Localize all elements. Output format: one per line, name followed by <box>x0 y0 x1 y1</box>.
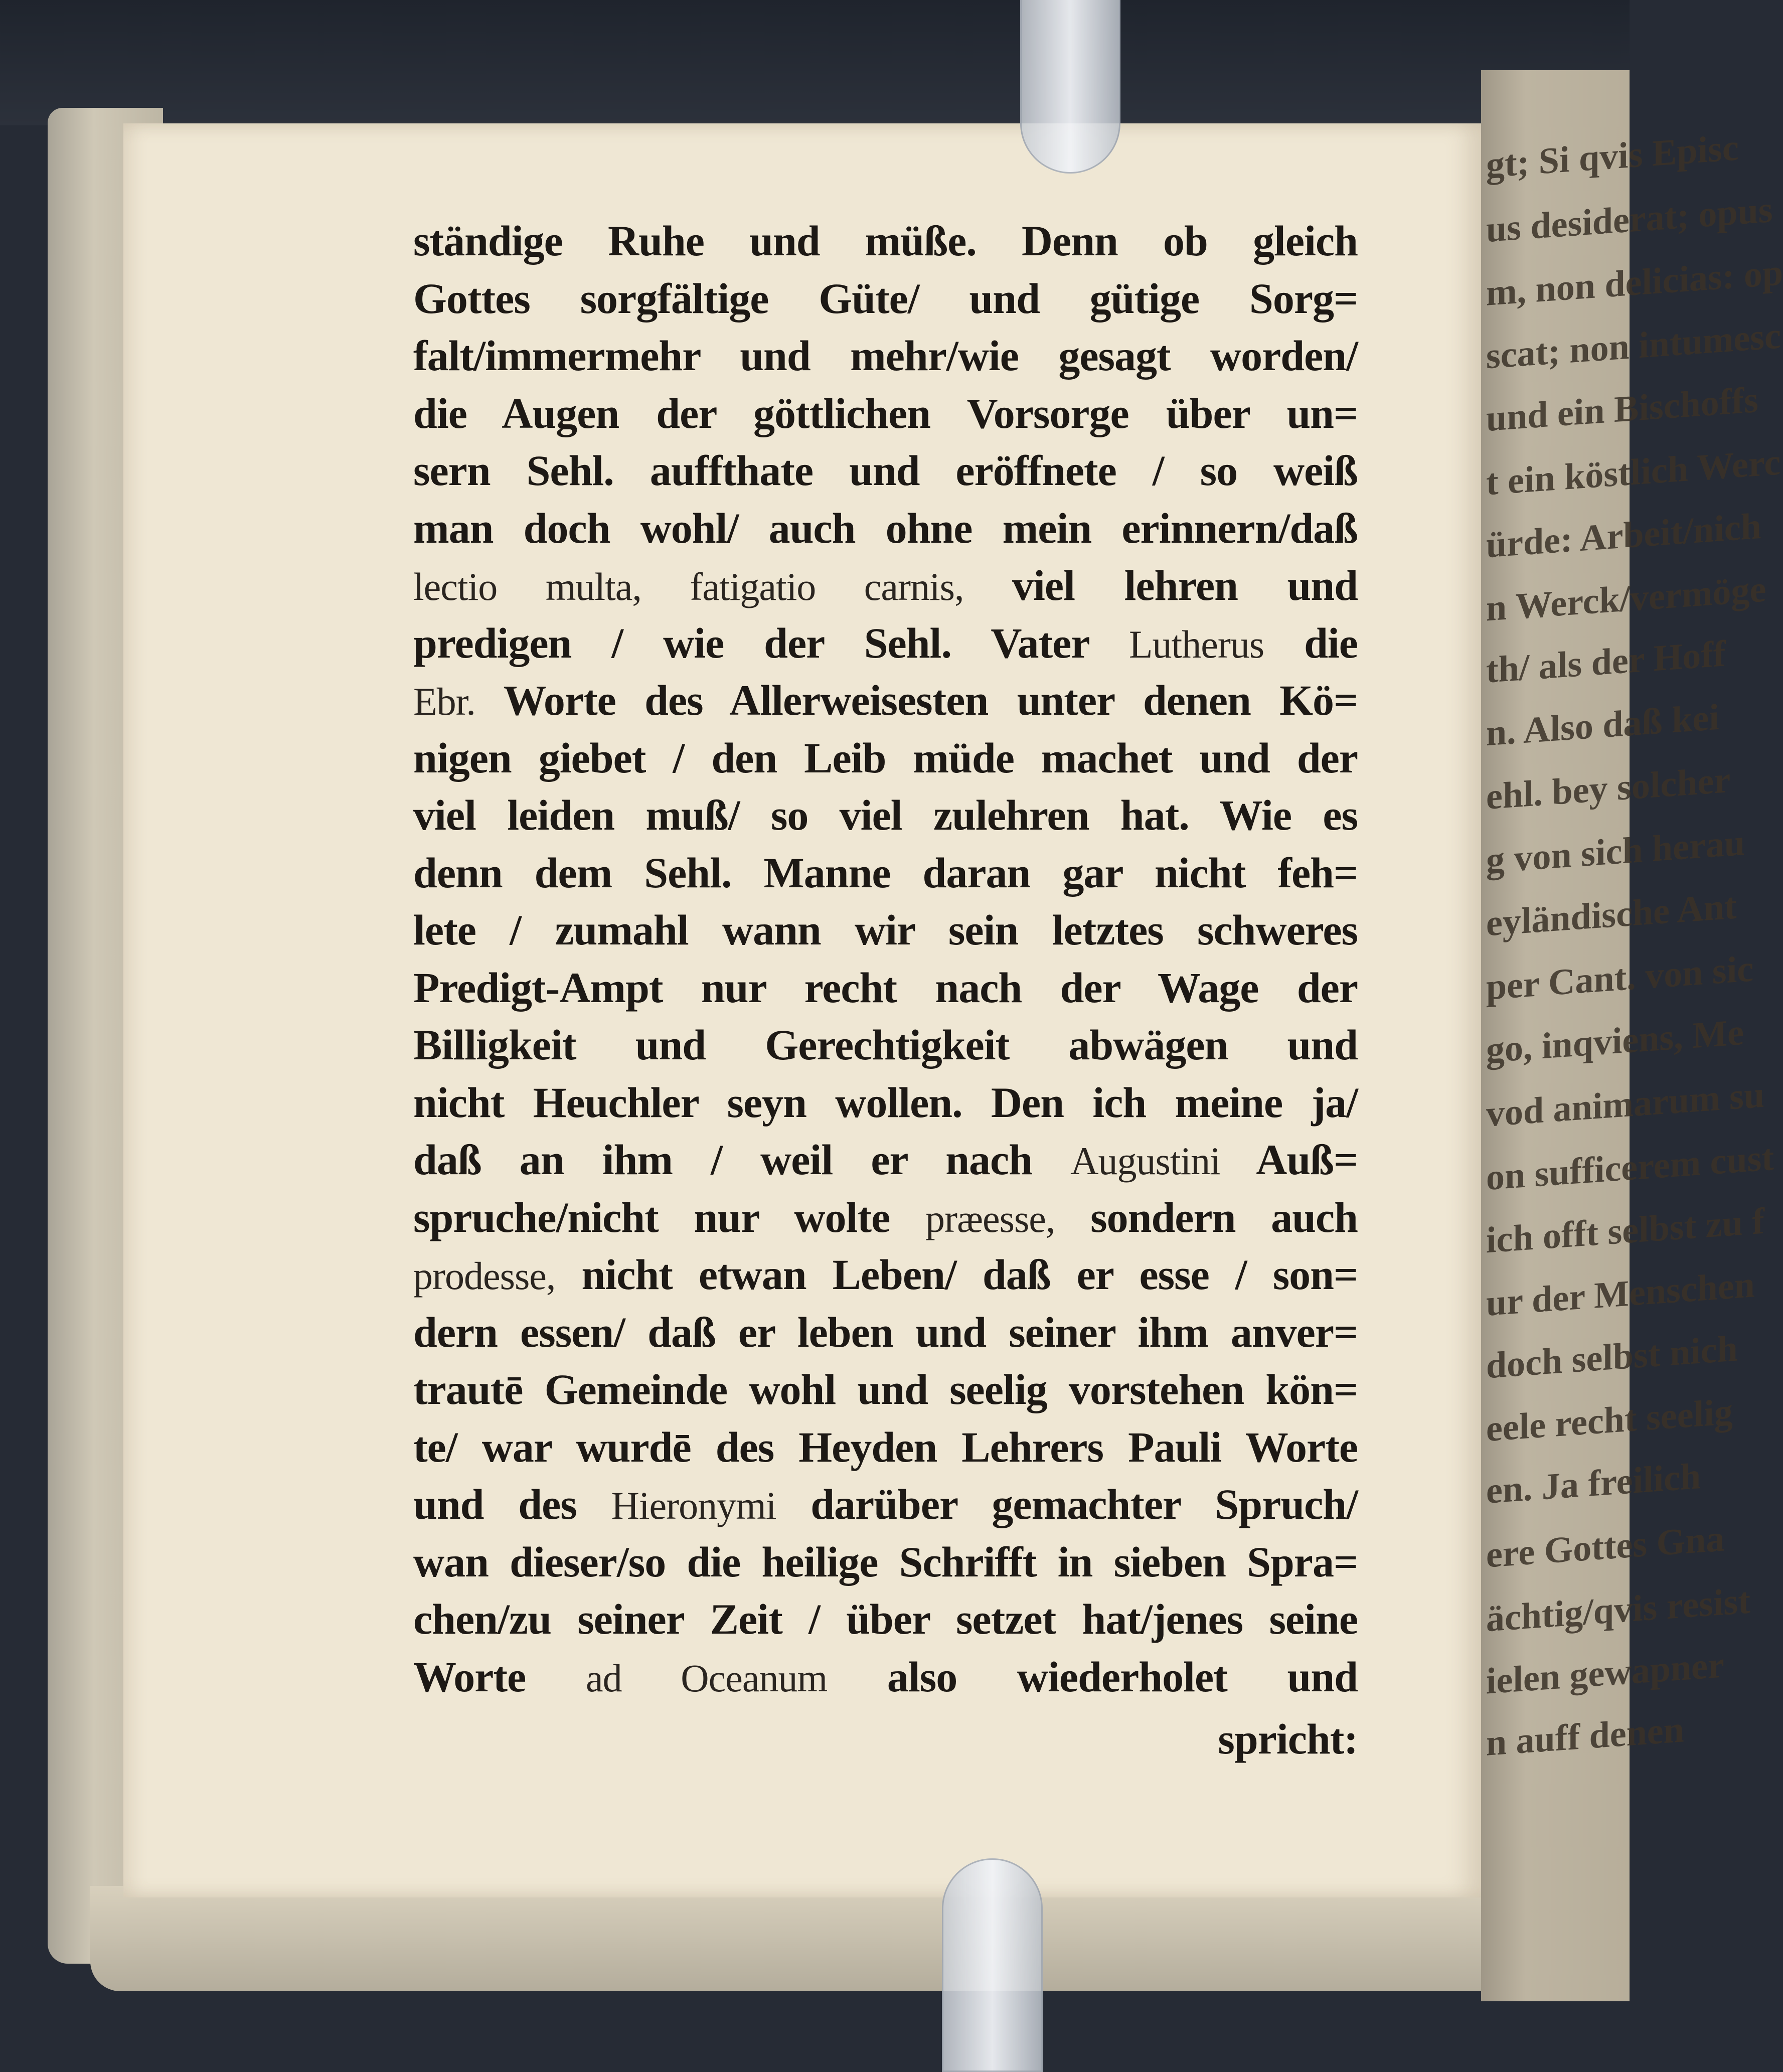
blackletter-text: nicht etwan Leben/ daß er esse / son= <box>555 1250 1358 1299</box>
facing-page-line: ielen gewapner <box>1486 1644 1724 1702</box>
facing-page-line: eele recht seelig <box>1486 1391 1733 1450</box>
text-line <box>413 388 1358 438</box>
facing-page-line: th/ als der Hoff <box>1486 633 1726 691</box>
blackletter-text: und des <box>413 1480 611 1528</box>
blackletter-text: Worte <box>413 1652 586 1701</box>
blackletter-text: nicht Heuchler seyn wollen. Den ich meine ja/ <box>413 1078 1358 1127</box>
blackletter-text: Auß= <box>1220 1136 1358 1184</box>
text-line <box>413 503 1358 553</box>
blackletter-text: Worte des Allerweisesten unter denen Kö= <box>475 676 1358 724</box>
latin-text: ad Oceanum <box>585 1656 828 1700</box>
latin-text: prodesse, <box>413 1254 556 1298</box>
text-line <box>413 1479 1358 1529</box>
text-line <box>413 1652 1358 1702</box>
blackletter-text: lete / zumahl wann wir sein letztes schweres <box>413 906 1358 954</box>
page-stack-edge <box>90 1886 1520 1991</box>
text-line <box>413 733 1358 783</box>
blackletter-text: wan dieser/so die heilige Schrifft in sieben Spra= <box>413 1537 1358 1586</box>
blackletter-text: sondern auch <box>1055 1193 1358 1241</box>
facing-page <box>1481 70 1783 2001</box>
facing-page-line: n Werck/vermöge <box>1486 568 1766 629</box>
blackletter-text: ständige Ruhe und müße. Denn ob gleich <box>413 217 1358 265</box>
facing-page-line: doch selbst nich <box>1486 1328 1738 1387</box>
facing-page-line: gt; Si qvis Episc <box>1486 127 1739 186</box>
blackletter-text: dern essen/ daß er leben und seiner ihm anver= <box>413 1308 1358 1356</box>
page-holder-clip-top <box>1020 0 1120 174</box>
blackletter-text: predigen / wie der Sehl. Vater <box>413 618 1129 667</box>
text-line <box>413 1249 1358 1300</box>
scan-background <box>0 0 1630 125</box>
text-line <box>413 618 1358 668</box>
text-line <box>413 1594 1358 1644</box>
facing-page-line: n auff denen <box>1486 1709 1684 1764</box>
text-line <box>413 848 1358 898</box>
latin-text: Ebr. <box>413 680 475 723</box>
blackletter-text: darüber gemachter Spruch/ <box>776 1480 1358 1528</box>
text-line <box>413 445 1358 496</box>
facing-page-line: us desiderat; opus <box>1486 189 1773 250</box>
text-line <box>413 560 1358 610</box>
blackletter-text: die Augen der göttlichen Vorsorge über un= <box>413 389 1358 437</box>
facing-page-line: ächtig/qvis resist <box>1486 1580 1750 1640</box>
text-line <box>413 963 1358 1013</box>
facing-page-line: vod animarum su <box>1486 1074 1765 1135</box>
text-line <box>413 273 1358 324</box>
blackletter-text: also wiederholet und <box>827 1652 1358 1701</box>
text-line <box>413 331 1358 381</box>
latin-text: lectio multa, fatigatio carnis, <box>413 565 1013 608</box>
latin-text: Hieronymi <box>611 1484 776 1527</box>
text-line <box>413 1077 1358 1128</box>
facing-page-line: und ein Bischoffs <box>1486 379 1758 439</box>
latin-text: Augustini <box>1070 1139 1220 1183</box>
facing-page-line: per Cant. von sic <box>1486 948 1754 1008</box>
facing-page-line: g von sich herau <box>1486 822 1745 882</box>
text-line <box>413 1364 1358 1414</box>
blackletter-text: spruche/nicht nur wolte <box>413 1193 925 1241</box>
facing-page-line: go, inqviens, Me <box>1486 1012 1744 1071</box>
blackletter-text: viel leiden muß/ so viel zulehren hat. Wie es <box>413 791 1358 839</box>
facing-page-line: ürde: Arbeit/nich <box>1486 505 1761 566</box>
facing-page-line: ich offt selbst zu f <box>1486 1200 1764 1261</box>
blackletter-text: Gottes sorgfältige Güte/ und gütige Sorg= <box>413 274 1358 323</box>
latin-text: Lutherus <box>1128 622 1264 666</box>
text-line <box>413 1307 1358 1357</box>
latin-text: præesse, <box>925 1196 1055 1240</box>
facing-page-line: n. Also daß kei <box>1486 696 1719 754</box>
facing-page-line: ehl. bey solcher <box>1486 759 1731 818</box>
blackletter-text: sern Sehl. auffthate und eröffnete / so weiß <box>413 446 1358 495</box>
blackletter-text: die <box>1264 618 1358 667</box>
facing-page-line: on sufficerem cust <box>1486 1137 1774 1199</box>
facing-page-line: ur der Menschen <box>1486 1264 1755 1324</box>
facing-page-line: t ein köstlich Werc <box>1486 441 1781 504</box>
facing-page-line: scat; non intumesc <box>1486 315 1781 377</box>
text-line <box>413 216 1358 266</box>
blackletter-text: te/ war wurdē des Heyden Lehrers Pauli Worte <box>413 1422 1358 1471</box>
blackletter-text: daß an ihm / weil er nach <box>413 1136 1071 1184</box>
catchword: spricht: <box>1218 1715 1358 1763</box>
page-holder-clip-bottom <box>942 1858 1043 2072</box>
blackletter-text: Billigkeit und Gerechtigkeit abwägen und <box>413 1021 1358 1069</box>
blackletter-text: Predigt-Ampt nur recht nach der Wage der <box>413 963 1358 1012</box>
blackletter-text: denn dem Sehl. Manne daran gar nicht feh= <box>413 848 1358 897</box>
text-line <box>413 1422 1358 1472</box>
blackletter-text: viel lehren und <box>1012 561 1358 609</box>
blackletter-text: nigen giebet / den Leib müde machet und der <box>413 733 1358 782</box>
facing-page-line: eyländische Ant <box>1486 885 1737 944</box>
text-line <box>413 675 1358 725</box>
text-line <box>413 1135 1358 1185</box>
text-line <box>413 1020 1358 1070</box>
facing-page-line: m, non delicias: op <box>1486 252 1783 314</box>
blackletter-text: trautē Gemeinde wohl und seelig vorstehen kön= <box>413 1365 1358 1413</box>
blackletter-text: falt/immermehr und mehr/wie gesagt worden/ <box>413 332 1358 380</box>
facing-page-line: ere Gottes Gna <box>1486 1518 1725 1576</box>
text-line <box>413 790 1358 840</box>
blackletter-text: man doch wohl/ auch ohne mein erinnern/daß <box>413 504 1358 552</box>
facing-page-line: en. Ja freilich <box>1486 1456 1701 1512</box>
text-line <box>413 905 1358 955</box>
text-line <box>413 1192 1358 1242</box>
blackletter-text: chen/zu seiner Zeit / über setzet hat/jenes seine <box>413 1595 1358 1643</box>
text-line <box>413 1537 1358 1587</box>
